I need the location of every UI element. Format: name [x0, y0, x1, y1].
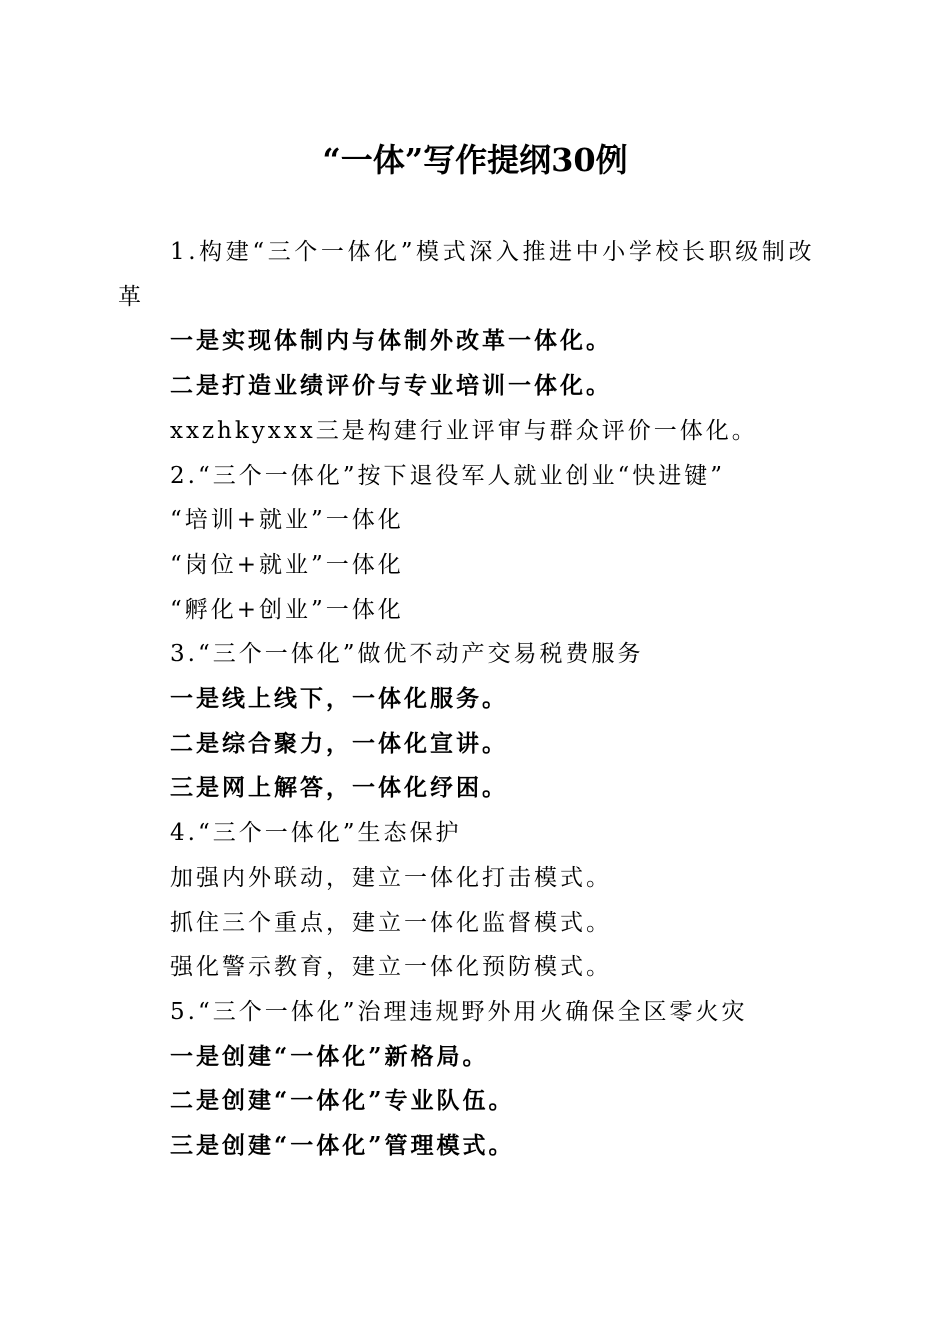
- document-body: [118, 230, 838, 1169]
- section-heading-4: 4.“三个一体化”生态保护: [170, 820, 462, 847]
- list-item: “岗位+就业”一体化: [170, 551, 404, 578]
- list-item: 抓住三个重点，建立一体化监督模式。: [170, 909, 612, 936]
- section-heading-5: 5.“三个一体化”治理违规野外用火确保全区零火灾: [170, 998, 748, 1025]
- list-item: 三是创建“一体化”管理模式。: [170, 1132, 515, 1160]
- list-item: 一是实现体制内与体制外改革一体化。: [170, 327, 612, 355]
- section-heading-1: 1.构建“三个一体化”模式深入推进中小学校长职级制改革: [118, 239, 816, 310]
- document-title: “一体”写作提纲30例: [322, 141, 628, 179]
- section-heading-2: 2.“三个一体化”按下退役军人就业创业“快进键”: [170, 462, 725, 489]
- list-item: 一是创建“一体化”新格局。: [170, 1042, 489, 1070]
- list-item: 三是网上解答，一体化纾困。: [170, 774, 508, 802]
- list-item: “孵化+创业”一体化: [170, 596, 404, 623]
- list-item: 二是综合聚力，一体化宣讲。: [170, 729, 508, 757]
- section-heading-3: 3.“三个一体化”做优不动产交易税费服务: [170, 641, 644, 668]
- list-item: 二是打造业绩评价与专业培训一体化。: [170, 372, 612, 400]
- list-item: xxzhkyxxx三是构建行业评审与群众评价一体化。: [170, 417, 758, 444]
- list-item: 二是创建“一体化”专业队伍。: [170, 1087, 515, 1115]
- list-item: 强化警示教育，建立一体化预防模式。: [170, 954, 612, 981]
- list-item: 加强内外联动，建立一体化打击模式。: [170, 864, 612, 891]
- list-item: “培训+就业”一体化: [170, 507, 404, 534]
- list-item: 一是线上线下，一体化服务。: [170, 685, 508, 713]
